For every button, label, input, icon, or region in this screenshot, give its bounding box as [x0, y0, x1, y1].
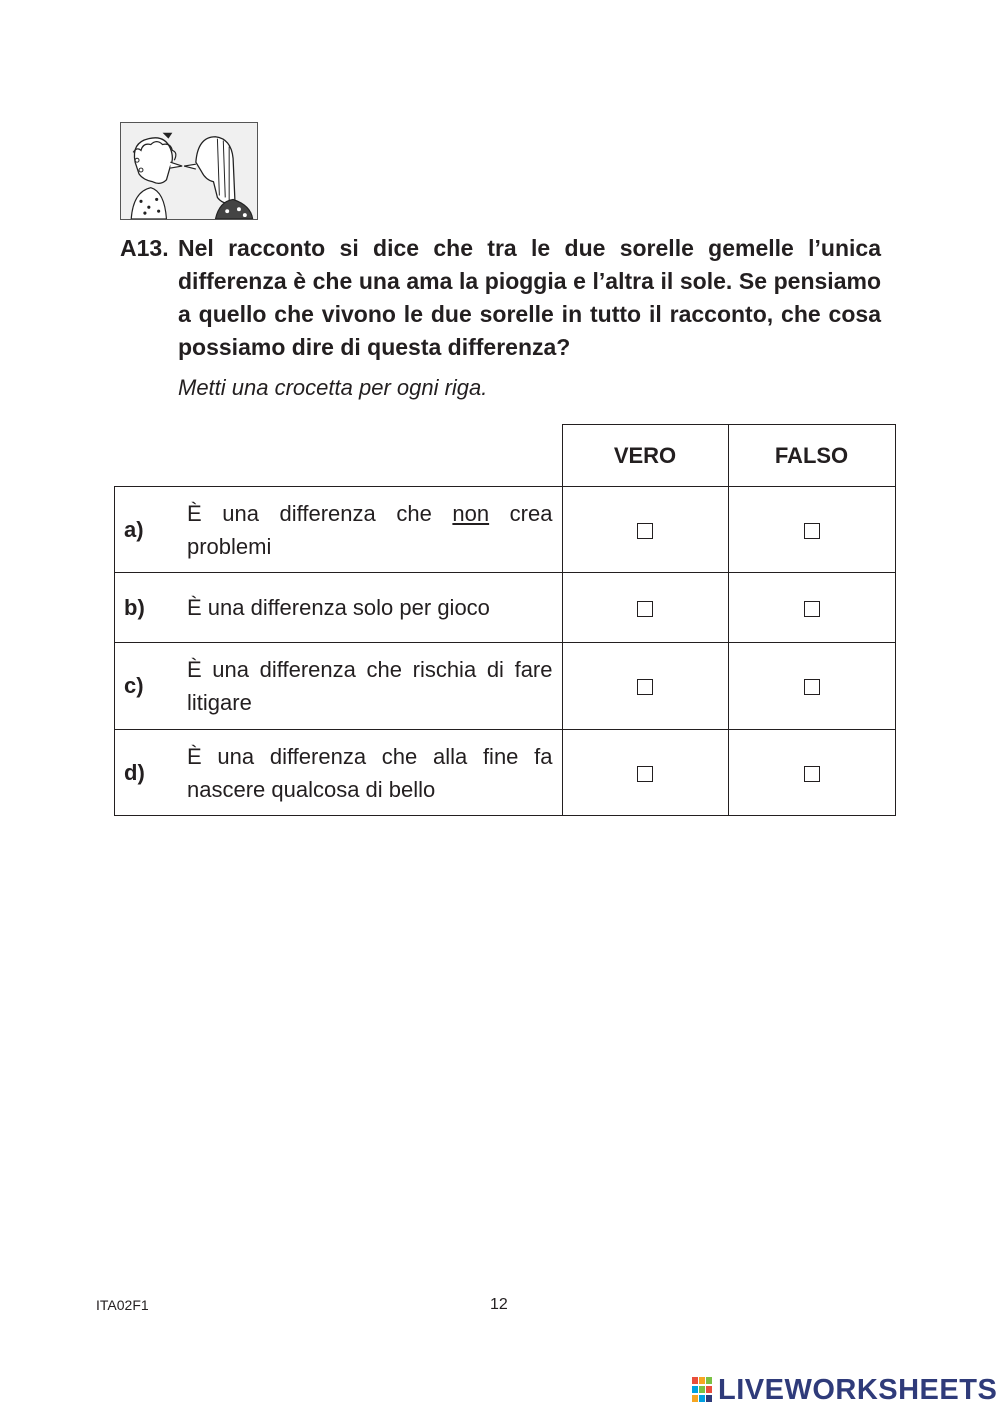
statement-text-end: crea problemi	[187, 500, 553, 559]
question-text: Nel racconto si dice che tra le due sorelle gemelle l’unica differenza è che una ama la pioggia e l’altra il sole. Se pensiamo a quello che vivono le due sorelle in tutto il racconto, che cosa possiamo dire di questa differenza?	[178, 235, 881, 360]
twin-sisters-illustration	[120, 122, 258, 220]
row-letter: c)	[115, 643, 179, 730]
row-statement	[178, 487, 562, 573]
row-letter: a)	[115, 487, 179, 573]
document-code: ITA02F1	[96, 1297, 149, 1313]
row-letter: d)	[115, 730, 179, 816]
column-header-vero: VERO	[562, 425, 728, 487]
table-row-c	[115, 643, 896, 730]
vero-cell	[562, 573, 728, 643]
statement-underlined-word: non	[452, 500, 490, 526]
falso-checkbox[interactable]	[804, 523, 820, 539]
row-statement: È una differenza che rischia di fare litigare	[178, 643, 562, 730]
falso-checkbox[interactable]	[804, 679, 820, 695]
row-statement: È una differenza che alla fine fa nascere qualcosa di bello	[178, 730, 562, 816]
vero-cell	[562, 730, 728, 816]
brand-name: LIVEWORKSHEETS	[718, 1373, 998, 1406]
table-header-empty	[115, 425, 563, 487]
vero-cell	[562, 487, 728, 573]
vero-checkbox[interactable]	[637, 601, 653, 617]
row-statement: È una differenza solo per gioco	[178, 573, 562, 643]
table-header-row	[115, 425, 896, 487]
falso-checkbox[interactable]	[804, 601, 820, 617]
answer-table	[114, 424, 896, 816]
liveworksheets-logo-icon	[692, 1377, 714, 1403]
question-instruction: Metti una crocetta per ogni riga.	[178, 375, 488, 400]
twin-sisters-drawing	[121, 123, 257, 219]
column-header-falso: FALSO	[728, 425, 895, 487]
question-number: A13.	[120, 235, 169, 261]
statement-text-start: È una differenza che	[187, 500, 453, 526]
row-letter: b)	[115, 573, 179, 643]
table-row-a	[115, 487, 896, 573]
page-number: 12	[490, 1296, 508, 1313]
vero-cell	[562, 643, 728, 730]
vero-checkbox[interactable]	[637, 679, 653, 695]
falso-cell	[728, 643, 895, 730]
table-row-d	[115, 730, 896, 816]
liveworksheets-brand[interactable]	[692, 1373, 997, 1407]
vero-checkbox[interactable]	[637, 523, 653, 539]
vero-checkbox[interactable]	[637, 766, 653, 782]
falso-cell	[728, 730, 895, 816]
falso-cell	[728, 487, 895, 573]
falso-checkbox[interactable]	[804, 766, 820, 782]
table-row-b	[115, 573, 896, 643]
falso-cell	[728, 573, 895, 643]
